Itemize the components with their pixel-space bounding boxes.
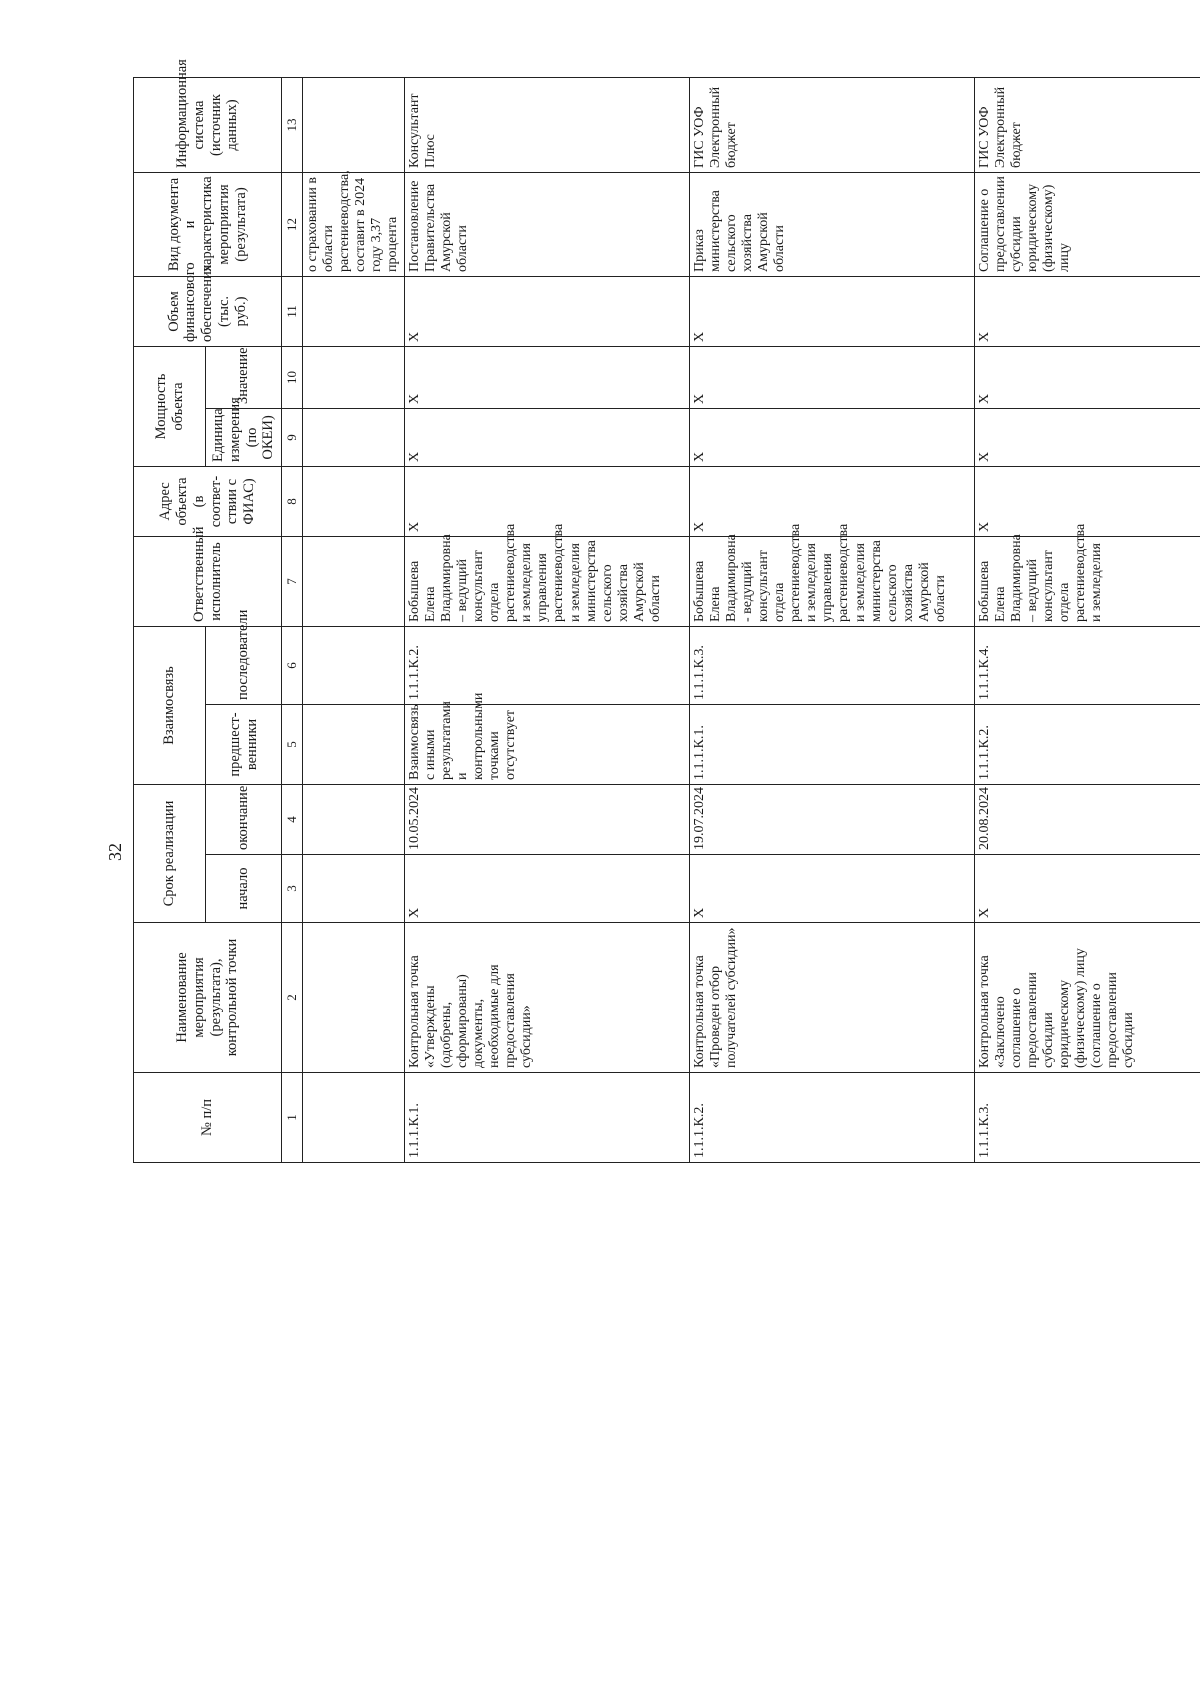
column-number: 7 bbox=[282, 536, 303, 626]
cell-doc-type: о страховании в области растениеводства, составит в 2024 году 3,37 процента bbox=[303, 172, 405, 276]
cell-unit: X bbox=[404, 408, 689, 466]
header-term-end: окончание bbox=[206, 785, 282, 855]
cell-predecessors: 1.1.1.К.2. bbox=[974, 705, 1200, 785]
table-row bbox=[689, 77, 974, 1162]
cell-address: X bbox=[404, 466, 689, 536]
column-number: 9 bbox=[282, 408, 303, 466]
cell-empty bbox=[303, 536, 405, 626]
column-number: 10 bbox=[282, 346, 303, 408]
cell-info-system: ГИС УОФ Электронный бюджет bbox=[689, 77, 974, 172]
page-number: 32 bbox=[105, 843, 125, 861]
cell-name: Контрольная точка «Заключено соглашение о предоставлении субсидии юридическому (физическому) лицу (соглашение о предоставлении субсидии bbox=[974, 923, 1200, 1073]
header-info-system: Информационная система (источник данных) bbox=[134, 77, 282, 172]
cell-responsible: Бобышева Елена Владимировна – ведущий консультант отдела растениеводства и земледелия управления растениеводства и земледелия министерства сельского хозяйства Амурской области bbox=[404, 536, 689, 626]
cell-end: 20.08.2024 bbox=[974, 785, 1200, 855]
cell-start: X bbox=[404, 855, 689, 923]
header-volume: Объем финансового обеспечения (тыс. руб.) bbox=[134, 276, 282, 346]
header-term: Срок реализации bbox=[134, 785, 206, 923]
cell-name: Контрольная точка «Утверждены (одобрены, сформированы) документы, необходимые для предоставления субсидии» bbox=[404, 923, 689, 1073]
cell-end: 19.07.2024 bbox=[689, 785, 974, 855]
header-responsible: Ответственный исполнитель bbox=[134, 536, 282, 626]
cell-address: X bbox=[974, 466, 1200, 536]
column-number: 3 bbox=[282, 855, 303, 923]
cell-successors: 1.1.1.К.2. bbox=[404, 626, 689, 704]
cell-end: 10.05.2024 bbox=[404, 785, 689, 855]
header-doc-type: Вид документа и характеристика мероприятия (результата) bbox=[134, 172, 282, 276]
cell-num: 1.1.1.К.3. bbox=[974, 1073, 1200, 1163]
column-number: 13 bbox=[282, 77, 303, 172]
cell-unit: X bbox=[974, 408, 1200, 466]
cell-name: Контрольная точка «Проведен отбор получателей субсидии» bbox=[689, 923, 974, 1073]
cell-value: X bbox=[974, 346, 1200, 408]
table-row bbox=[404, 77, 689, 1162]
header-relation: Взаимосвязь bbox=[134, 626, 206, 784]
header-name: Наименование мероприятия (результата), контрольной точки bbox=[134, 923, 282, 1073]
cell-volume: X bbox=[974, 276, 1200, 346]
cell-value: X bbox=[404, 346, 689, 408]
column-number: 4 bbox=[282, 785, 303, 855]
cell-empty bbox=[303, 276, 405, 346]
column-number: 6 bbox=[282, 626, 303, 704]
cell-volume: X bbox=[404, 276, 689, 346]
header-num: № п/п bbox=[134, 1073, 282, 1163]
cell-value: X bbox=[689, 346, 974, 408]
header-unit: Единица измерения (по ОКЕИ) bbox=[206, 408, 282, 466]
column-number: 8 bbox=[282, 466, 303, 536]
cell-doc-type: Соглашение о предоставлении субсидии юридическому (физическому) лицу bbox=[974, 172, 1200, 276]
cell-responsible: Бобышева Елена Владимировна – ведущий консультант отдела растениеводства и земледелия bbox=[974, 536, 1200, 626]
header-successors: последователи bbox=[206, 626, 282, 704]
cell-start: X bbox=[689, 855, 974, 923]
header-value: Значение bbox=[206, 346, 282, 408]
cell-empty bbox=[303, 346, 405, 408]
cell-empty bbox=[303, 77, 405, 172]
cell-empty bbox=[303, 923, 405, 1073]
header-predecessors: предшест-венники bbox=[206, 705, 282, 785]
cell-start: X bbox=[974, 855, 1200, 923]
column-number: 11 bbox=[282, 276, 303, 346]
cell-successors: 1.1.1.К.4. bbox=[974, 626, 1200, 704]
cell-predecessors: 1.1.1.К.1. bbox=[689, 705, 974, 785]
column-number: 2 bbox=[282, 923, 303, 1073]
cell-info-system: ГИС УОФ Электронный бюджет bbox=[974, 77, 1200, 172]
column-number: 1 bbox=[282, 1073, 303, 1163]
cell-address: X bbox=[689, 466, 974, 536]
header-address: Адрес объекта (в соответ-ствии с ФИАС) bbox=[134, 466, 282, 536]
cell-unit: X bbox=[689, 408, 974, 466]
plan-table-container bbox=[133, 59, 1138, 1163]
cell-volume: X bbox=[689, 276, 974, 346]
cell-empty bbox=[303, 466, 405, 536]
column-number-row bbox=[282, 77, 303, 1162]
cell-responsible: Бобышева Елена Владимировна - ведущий консультант отдела растениеводства и земледелия управления растениеводства и земледелия министерства сельского хозяйства Амурской области bbox=[689, 536, 974, 626]
header-capacity: Мощность объекта bbox=[134, 346, 206, 466]
column-number: 5 bbox=[282, 705, 303, 785]
cell-empty bbox=[303, 408, 405, 466]
cell-predecessors: Взаимосвязь с иными результатами и контрольными точками отсутствует bbox=[404, 705, 689, 785]
cell-num: 1.1.1.К.2. bbox=[689, 1073, 974, 1163]
plan-table bbox=[133, 59, 1200, 1163]
cell-empty bbox=[303, 705, 405, 785]
cell-empty bbox=[303, 785, 405, 855]
header-term-start: начало bbox=[206, 855, 282, 923]
cell-num: 1.1.1.К.1. bbox=[404, 1073, 689, 1163]
cell-doc-type: Приказ министерства сельского хозяйства Амурской области bbox=[689, 172, 974, 276]
cell-empty bbox=[303, 1073, 405, 1163]
table-row bbox=[974, 77, 1200, 1162]
cell-successors: 1.1.1.К.3. bbox=[689, 626, 974, 704]
carryover-row bbox=[303, 77, 405, 1162]
cell-info-system: Консультант Плюс bbox=[404, 77, 689, 172]
column-number: 12 bbox=[282, 172, 303, 276]
cell-empty bbox=[303, 855, 405, 923]
cell-doc-type: Постановление Правительства Амурской области bbox=[404, 172, 689, 276]
cell-empty bbox=[303, 626, 405, 704]
